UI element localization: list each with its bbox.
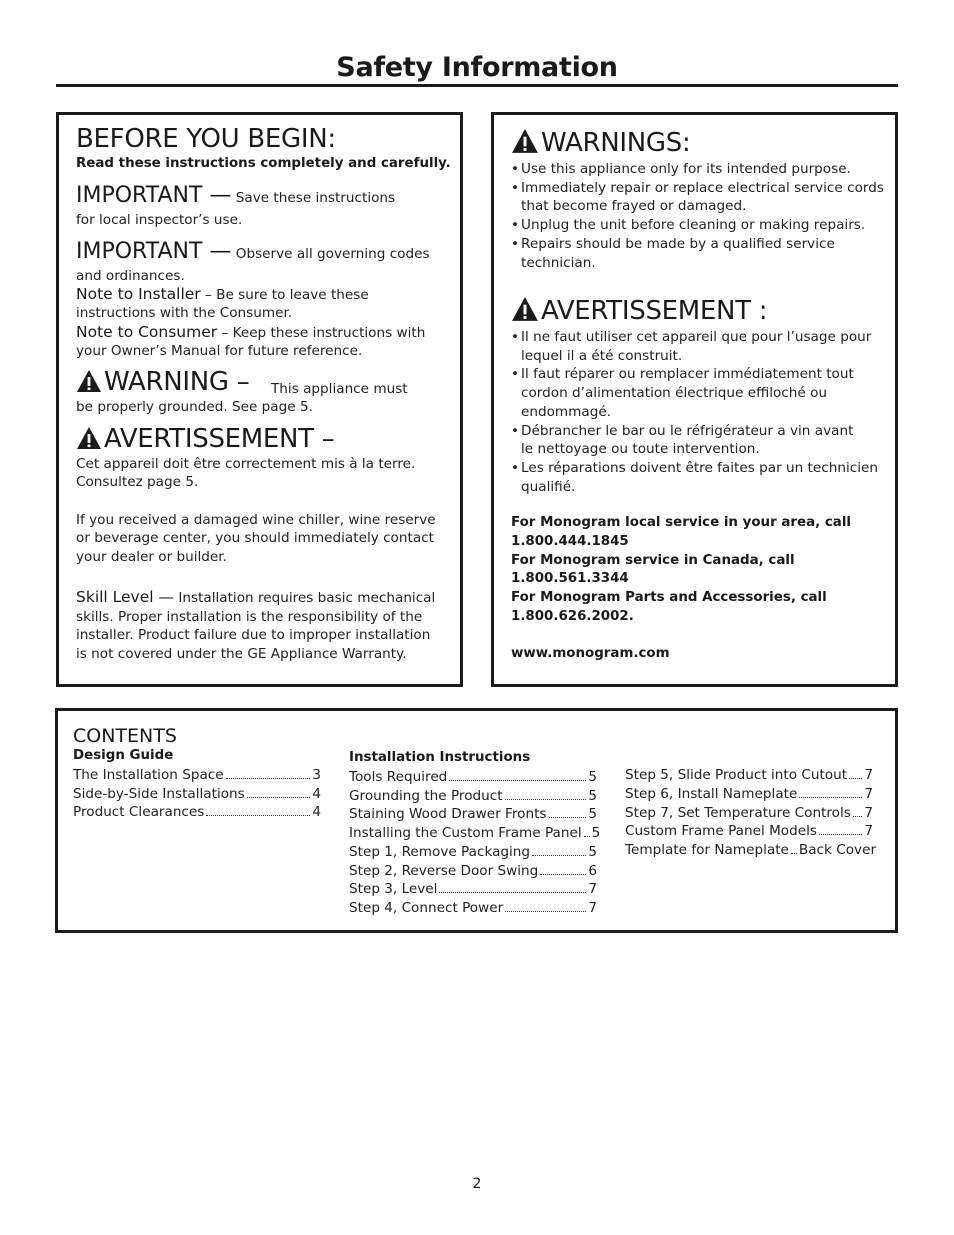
consumer-text-cont: your Owner’s Manual for future reference. [76,343,363,359]
warning-item: • Repairs should be made by a qualified service technician. [511,235,884,272]
toc-leader [853,816,862,817]
warnings-heading: WARNINGS: [541,128,691,158]
toc-entry-label: Custom Frame Panel Models [625,823,817,840]
toc-leader [532,855,586,856]
warning-text: This appliance must [271,381,408,397]
title-rule [56,84,898,87]
avertissement-block [76,424,334,454]
toc-entry-page: 7 [864,785,873,802]
important-label: IMPORTANT — [76,239,232,264]
service-canada-phone[interactable]: 1.800.561.3344 [511,571,629,586]
damaged-notice-line: or beverage center, you should immediately contact [76,530,434,546]
toc-entry[interactable] [625,766,873,785]
warning-triangle-icon [76,426,102,454]
toc-leader [505,911,586,912]
toc-column-steps [625,766,877,860]
toc-entry[interactable] [349,787,597,806]
skill-level-text-cont: installer. Product failure due to improper installation [76,627,431,643]
toc-leader [247,797,311,798]
important-text-cont: for local inspector’s use. [76,212,243,228]
toc-entry[interactable] [349,824,601,843]
toc-entry-page: 6 [588,862,597,879]
note-to-installer [76,284,369,305]
toc-entry-label: Step 3, Level [349,881,438,898]
toc-entry[interactable] [349,768,597,787]
toc-entry-page: 5 [588,806,597,823]
toc-leader [206,815,310,816]
damaged-notice-line: your dealer or builder. [76,549,227,565]
toc-entry[interactable] [625,804,873,823]
toc-section-heading: Installation Instructions [349,750,531,765]
toc-entry-page: 7 [588,881,597,898]
toc-entry-page: 4 [312,804,321,821]
toc-leader [584,836,590,837]
warning-triangle-icon [511,128,539,158]
warning-item: • Unplug the unit before cleaning or making repairs. [511,216,884,235]
skill-level-text: Installation requires basic mechanical [174,590,436,606]
toc-leader [439,892,586,893]
toc-entry[interactable] [625,841,877,860]
toc-leader [540,874,586,875]
toc-entry[interactable] [625,822,873,841]
avertissement-heading-block [511,296,767,326]
note-to-consumer [76,322,425,343]
skill-level-label: Skill Level — [76,588,175,606]
toc-entry-page: 4 [312,785,321,802]
warning-item: • Immediately repair or replace electrical service cords that become frayed or damaged. [511,179,884,216]
toc-leader [449,780,586,781]
toc-entry[interactable] [625,785,873,804]
service-parts-label: For Monogram Parts and Accessories, call [511,590,827,605]
warning-label: WARNING – [104,367,250,397]
toc-entry-label: Tools Required [349,768,448,785]
toc-entry-label: Staining Wood Drawer Fronts [349,806,547,823]
toc-entry-page: 5 [591,825,601,842]
toc-leader [799,797,862,798]
toc-entry[interactable] [349,843,597,862]
toc-entry-page: 5 [588,843,597,860]
avertissement-item: • Il faut réparer ou remplacer immédiatement tout cordon d’alimentation électrique effiloché ou endommagé. [511,365,878,421]
service-local-label: For Monogram local service in your area, call [511,515,852,530]
toc-entry[interactable] [349,862,597,881]
toc-entry-label: Step 4, Connect Power [349,900,504,917]
important-text: Save these instructions [231,190,396,206]
toc-entry-page: Back Cover [798,842,877,859]
toc-leader [549,817,587,818]
toc-entry[interactable] [349,805,597,824]
toc-entry-label: Template for Nameplate [625,842,789,859]
toc-section-heading: Design Guide [73,748,174,763]
skill-level [76,587,435,608]
service-parts-phone[interactable]: 1.800.626.2002. [511,609,634,624]
skill-level-text-cont: skills. Proper installation is the responsibility of the [76,609,423,625]
toc-leader [819,834,862,835]
avertissement-text: Cet appareil doit être correctement mis à la terre. [76,456,416,472]
skill-level-text-cont: is not covered under the GE Appliance Warranty. [76,646,407,662]
toc-entry-label: The Installation Space [73,766,224,783]
toc-entry[interactable] [73,803,321,822]
avertissement-text-cont: Consultez page 5. [76,474,199,490]
toc-entry-page: 7 [864,767,873,783]
toc-leader [849,778,862,779]
toc-entry-label: Step 2, Reverse Door Swing [349,862,539,879]
toc-leader [505,799,587,800]
toc-entry-label: Side-by-Side Installations [73,785,245,802]
toc-leader [226,778,311,779]
toc-entry-page: 7 [588,900,597,917]
warning-text-cont: be properly grounded. See page 5. [76,399,313,415]
contents-heading: CONTENTS [73,725,177,747]
important-text-cont: and ordinances. [76,268,185,284]
toc-entry-label: Product Clearances [73,804,205,821]
consumer-text: – Keep these instructions with [217,325,426,341]
toc-entry-page: 7 [864,804,873,821]
important-text: Observe all governing codes [231,246,430,262]
toc-entry-label: Installing the Custom Frame Panel [349,825,582,842]
toc-entry-page: 7 [864,823,873,840]
important-note-2 [76,239,430,265]
warning-item: • Use this appliance only for its intended purpose. [511,160,884,179]
damaged-notice-line: If you received a damaged wine chiller, wine reserve [76,512,436,528]
toc-entry-label: Grounding the Product [349,787,503,804]
warning-triangle-icon [511,296,539,326]
toc-entry-page: 3 [312,766,321,783]
toc-entry[interactable] [349,899,597,918]
warning-block [76,367,249,397]
toc-entry-page: 5 [588,768,597,785]
important-note-1 [76,183,395,209]
before-you-begin-subheading: Read these instructions completely and carefully. [76,156,451,171]
avertissement-label: AVERTISSEMENT – [104,424,335,454]
avertissement-heading: AVERTISSEMENT : [541,296,768,326]
avertissement-item: • Il ne faut utiliser cet appareil que pour l’usage pour lequel il a été construit. [511,328,878,365]
installer-text-cont: instructions with the Consumer. [76,305,293,321]
warnings-list [511,160,884,272]
service-local-phone[interactable]: 1.800.444.1845 [511,534,629,549]
avertissement-item: • Débrancher le bar ou le réfrigérateur a vin avant le nettoyage ou toute intervention. [511,422,878,459]
warning-triangle-icon [76,369,102,397]
avertissement-item: • Les réparations doivent être faites par un technicien qualifié. [511,459,878,496]
toc-entry-label: Step 1, Remove Packaging [349,843,531,860]
installer-text: – Be sure to leave these [200,287,369,303]
website-link[interactable]: www.monogram.com [511,646,670,661]
installer-label: Note to Installer [76,285,201,303]
avertissement-list [511,328,878,496]
toc-entry[interactable] [73,766,321,785]
toc-entry[interactable] [349,880,597,899]
toc-leader [791,853,797,854]
page-title: Safety Information [336,52,618,83]
before-you-begin-heading: BEFORE YOU BEGIN: [76,124,336,154]
service-canada-label: For Monogram service in Canada, call [511,553,795,568]
toc-column-installation [349,749,601,918]
toc-entry[interactable] [73,785,321,804]
toc-entry-page: 5 [588,787,597,804]
toc-entry-label: Step 7, Set Temperature Controls [625,804,851,821]
toc-column-design-guide [73,747,321,822]
toc-entry-label: Step 6, Install Nameplate [625,785,798,802]
page-number: 2 [472,1176,482,1192]
warnings-heading-block [511,128,690,158]
consumer-label: Note to Consumer [76,323,218,341]
important-label: IMPORTANT — [76,183,232,208]
toc-entry-label: Step 5, Slide Product into Cutout [625,767,848,783]
